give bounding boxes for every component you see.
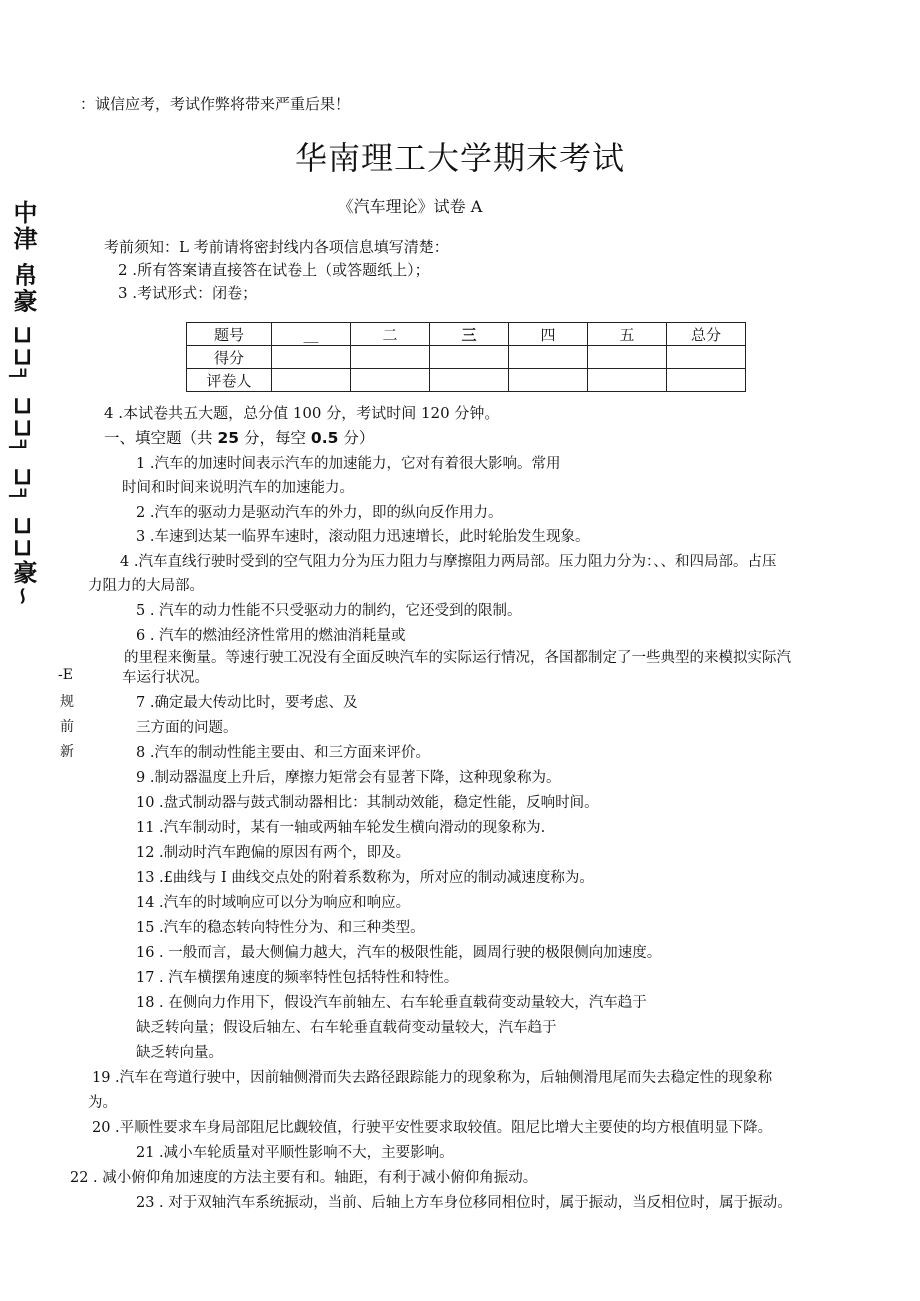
question-12: 12 .制动时汽车跑偏的原因有两个，即及。: [136, 845, 411, 861]
section-1-prefix: 一、填空题（共: [104, 429, 213, 447]
grader-row-label: 评卷人: [187, 369, 272, 392]
question-10: 10 .盘式制动器与鼓式制动器相比：其制动效能，稳定性能，反响时间。: [136, 795, 599, 811]
question-2: 2 .汽车的驱动力是驱动汽车的外力，即的纵向反作用力。: [136, 505, 503, 521]
grader-cell[interactable]: [588, 369, 667, 392]
note-4: 4 .本试卷共五大题，总分值 100 分，考试时间 120 分钟。: [104, 404, 500, 422]
margin-mark: 规: [60, 694, 74, 710]
note-1: 考前须知：L 考前请将密封线内各项信息填写清楚：: [104, 238, 449, 256]
question-19-cont: 为。: [88, 1095, 117, 1111]
integrity-warning: ：诚信应考，考试作弊将带来严重后果！: [80, 95, 351, 113]
question-11: 11 .汽车制动时，某有一轴或两轴车轮发生横向滑动的现象称为.: [136, 820, 546, 836]
score-row: [187, 346, 746, 369]
header-cell: 四: [509, 323, 588, 346]
question-7: 7 .确定最大传动比时，要考虑、及: [136, 695, 358, 711]
question-17: 17 . 汽车横摆角速度的频率特性包括特性和特性。: [136, 970, 459, 986]
question-3: 3 .车速到达某一临界车速时，滚动阻力迅速增长，此时轮胎发生现象。: [136, 529, 590, 545]
question-18: 18 . 在侧向力作用下，假设汽车前轴左、右车轮垂直载荷变动量较大，汽车趋于: [136, 995, 647, 1011]
question-7-cont: 三方面的问题。: [136, 720, 238, 736]
question-22: 22 . 减小俯仰角加速度的方法主要有和。轴距，有利于减小俯仰角振动。: [70, 1170, 538, 1186]
score-table: [186, 322, 746, 392]
score-table-header-row: [187, 323, 746, 346]
score-cell[interactable]: [430, 346, 509, 369]
score-row-label: 得分: [187, 346, 272, 369]
margin-mark: 新: [60, 744, 74, 760]
question-14: 14 .汽车的时域响应可以分为响应和响应。: [136, 895, 411, 911]
section-1-score: 25: [217, 429, 240, 447]
section-1-suffix: 分）: [343, 429, 375, 447]
exam-subtitle: 《汽车理论》试卷 A: [337, 197, 483, 216]
question-4: 4 .汽车直线行驶时受到的空气阻力分为压力阻力与摩擦阻力两局部。压力阻力分为：、、和四局部。占压: [120, 554, 777, 570]
question-15: 15 .汽车的稳态转向特性分为、和三种类型。: [136, 920, 425, 936]
question-23: 23 . 对于双轴汽车系统振动，当前、后轴上方车身位移同相位时，属于振动，当反相位时，属于振动。: [136, 1195, 792, 1211]
grader-cell[interactable]: [272, 369, 351, 392]
margin-mark: -E: [58, 667, 73, 683]
note-2: 2 .所有答案请直接答在试卷上（或答题纸上）；: [118, 261, 430, 279]
margin-mark: 前: [60, 719, 74, 735]
seal-line-side-text: 中津 帛豪 ⊐⊐╕ ⊐⊐╕ ⊐╕ ⊐⊐豪∽: [9, 200, 38, 608]
header-cell: 二: [351, 323, 430, 346]
question-20: 20 .平顺性要求车身局部阻尼比觑较值，行驶平安性要求取较值。阻尼比增大主要使的均方根值明显下降。: [92, 1120, 773, 1136]
question-21: 21 .减小车轮质量对平顺性影响不大，主要影响。: [136, 1145, 454, 1161]
question-18-cont: 缺乏转向量；假设后轴左、右车轮垂直载荷变动量较大，汽车趋于: [136, 1020, 557, 1036]
question-9: 9 .制动器温度上升后，摩擦力矩常会有显著下降，这种现象称为。: [136, 770, 561, 786]
header-cell: 总分: [667, 323, 746, 346]
score-cell[interactable]: [509, 346, 588, 369]
score-cell[interactable]: [588, 346, 667, 369]
score-cell[interactable]: [272, 346, 351, 369]
question-13: 13 .£曲线与 I 曲线交点处的附着系数称为，所对应的制动减速度称为。: [136, 870, 594, 886]
question-6: 6 . 汽车的燃油经济性常用的燃油消耗量或: [136, 628, 406, 644]
question-8: 8 .汽车的制动性能主要由、和三方面来评价。: [136, 745, 430, 761]
header-cell: 三: [430, 323, 509, 346]
section-1-each: 0.5: [310, 429, 339, 447]
question-1: 1 .汽车的加速时间表示汽车的加速能力，它对有着很大影响。常用: [136, 456, 561, 472]
header-cell: 五: [588, 323, 667, 346]
question-16: 16 . 一般而言，最大侧偏力越大，汽车的极限性能，圆周行驶的极限侧向加速度。: [136, 945, 662, 961]
question-18-cont2: 缺乏转向量。: [136, 1045, 223, 1061]
note-3: 3 .考试形式：闭卷；: [118, 284, 258, 302]
grader-cell[interactable]: [430, 369, 509, 392]
score-cell[interactable]: [667, 346, 746, 369]
exam-title: 华南理工大学期末考试: [294, 139, 625, 177]
section-1-mid: 分，每空: [243, 429, 306, 447]
grader-row: [187, 369, 746, 392]
header-cell: __: [272, 323, 351, 346]
question-1-cont: 时间和时间来说明汽车的加速能力。: [122, 480, 354, 496]
section-1-heading: [104, 426, 374, 448]
grader-cell[interactable]: [351, 369, 430, 392]
score-cell[interactable]: [351, 346, 430, 369]
question-5: 5 . 汽车的动力性能不只受驱动力的制约，它还受到的限制。: [136, 603, 522, 619]
question-4-cont: 力阻力的大局部。: [88, 578, 204, 594]
header-cell: 题号: [187, 323, 272, 346]
question-6-cont: 的里程来衡量。等速行驶工况没有全面反映汽车的实际运行情况，各国都制定了一些典型的来模拟实际汽: [124, 650, 791, 666]
grader-cell[interactable]: [509, 369, 588, 392]
question-6-cont2: 车运行状况。: [122, 670, 209, 686]
question-19: 19 .汽车在弯道行驶中，因前轴侧滑而失去路径跟踪能力的现象称为，后轴侧滑甩尾而失去稳定性的现象称: [92, 1070, 773, 1086]
grader-cell[interactable]: [667, 369, 746, 392]
